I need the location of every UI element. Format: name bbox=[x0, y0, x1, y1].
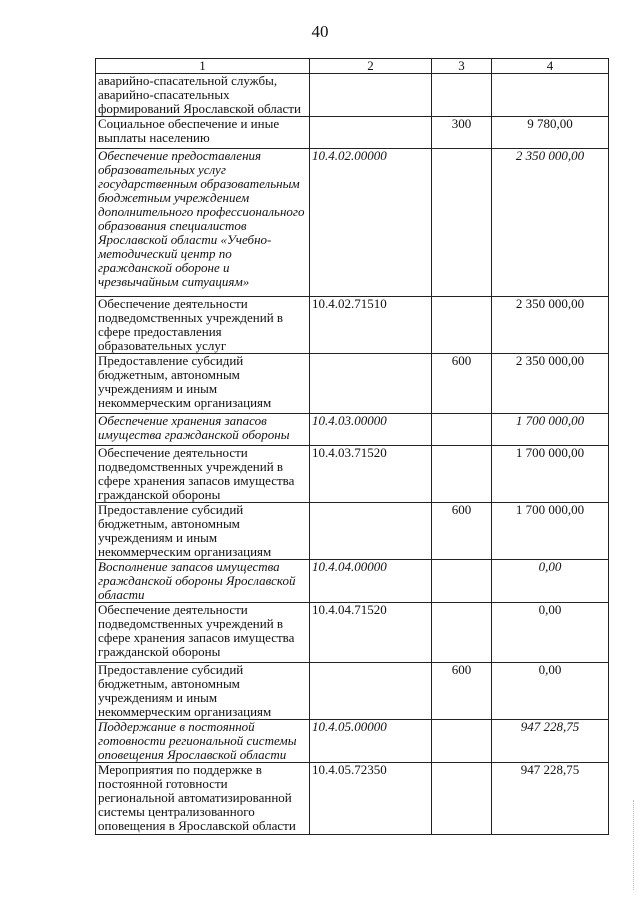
row-amount: 0,00 bbox=[492, 603, 609, 663]
row-name: Предоставление субсидий бюджетным, автономным учреждениям и иным некоммерческим организациям bbox=[96, 503, 310, 560]
row-code: 10.4.04.00000 bbox=[310, 560, 432, 603]
table-row bbox=[96, 414, 609, 446]
row-code: 10.4.05.00000 bbox=[310, 720, 432, 763]
table-row bbox=[96, 117, 609, 149]
row-name: Обеспечение предоставления образовательных услуг государственным образовательным бюджетным учреждением дополнительного профессионального образования специалистов Ярославской области «Учебно-методический центр по гражданской обороне и чрезвычайным ситуациям» bbox=[96, 149, 310, 297]
table-row bbox=[96, 663, 609, 720]
row-name: Предоставление субсидий бюджетным, автономным учреждениям и иным некоммерческим организациям bbox=[96, 354, 310, 414]
row-name: Социальное обеспечение и иные выплаты населению bbox=[96, 117, 310, 149]
table-row bbox=[96, 354, 609, 414]
column-number: 2 bbox=[310, 59, 432, 74]
table-row bbox=[96, 297, 609, 354]
column-number: 4 bbox=[492, 59, 609, 74]
row-code: 10.4.04.71520 bbox=[310, 603, 432, 663]
column-number-row bbox=[96, 59, 609, 74]
row-type: 300 bbox=[432, 117, 492, 149]
row-type bbox=[432, 74, 492, 117]
row-code bbox=[310, 663, 432, 720]
row-code bbox=[310, 354, 432, 414]
row-name: Восполнение запасов имущества гражданской обороны Ярославской области bbox=[96, 560, 310, 603]
row-amount: 947 228,75 bbox=[492, 720, 609, 763]
table-row bbox=[96, 720, 609, 763]
row-code bbox=[310, 117, 432, 149]
row-type bbox=[432, 446, 492, 503]
table-row bbox=[96, 149, 609, 297]
row-name: Обеспечение деятельности подведомственных учреждений в сфере хранения запасов имущества гражданской обороны bbox=[96, 603, 310, 663]
table-row bbox=[96, 446, 609, 503]
row-type bbox=[432, 763, 492, 835]
row-name: Обеспечение деятельности подведомственных учреждений в сфере предоставления образовательных услуг bbox=[96, 297, 310, 354]
row-name: аварийно-спасательной службы, аварийно-спасательных формирований Ярославской области bbox=[96, 74, 310, 117]
table-row bbox=[96, 603, 609, 663]
table-row bbox=[96, 503, 609, 560]
row-type bbox=[432, 560, 492, 603]
row-type bbox=[432, 149, 492, 297]
row-code: 10.4.02.00000 bbox=[310, 149, 432, 297]
row-amount: 1 700 000,00 bbox=[492, 446, 609, 503]
budget-table bbox=[95, 58, 609, 835]
row-amount: 1 700 000,00 bbox=[492, 503, 609, 560]
row-name: Обеспечение хранения запасов имущества гражданской обороны bbox=[96, 414, 310, 446]
table-row bbox=[96, 560, 609, 603]
row-type: 600 bbox=[432, 354, 492, 414]
row-code bbox=[310, 503, 432, 560]
row-amount bbox=[492, 74, 609, 117]
row-type bbox=[432, 603, 492, 663]
column-number: 1 bbox=[96, 59, 310, 74]
row-code: 10.4.02.71510 bbox=[310, 297, 432, 354]
row-name: Предоставление субсидий бюджетным, автономным учреждениям и иным некоммерческим организациям bbox=[96, 663, 310, 720]
row-type: 600 bbox=[432, 663, 492, 720]
row-amount: 947 228,75 bbox=[492, 763, 609, 835]
table-row bbox=[96, 763, 609, 835]
column-number: 3 bbox=[432, 59, 492, 74]
row-amount: 9 780,00 bbox=[492, 117, 609, 149]
row-amount: 2 350 000,00 bbox=[492, 354, 609, 414]
row-name: Поддержание в постоянной готовности региональной системы оповещения Ярославской области bbox=[96, 720, 310, 763]
row-name: Мероприятия по поддержке в постоянной готовности региональной автоматизированной системы централизованного оповещения в Ярославской области bbox=[96, 763, 310, 835]
row-amount: 0,00 bbox=[492, 663, 609, 720]
row-amount: 1 700 000,00 bbox=[492, 414, 609, 446]
scan-edge-mark bbox=[633, 800, 640, 890]
row-code: 10.4.03.00000 bbox=[310, 414, 432, 446]
row-amount: 2 350 000,00 bbox=[492, 149, 609, 297]
row-amount: 2 350 000,00 bbox=[492, 297, 609, 354]
row-type bbox=[432, 414, 492, 446]
row-type bbox=[432, 297, 492, 354]
row-name: Обеспечение деятельности подведомственных учреждений в сфере хранения запасов имущества гражданской обороны bbox=[96, 446, 310, 503]
row-code bbox=[310, 74, 432, 117]
row-amount: 0,00 bbox=[492, 560, 609, 603]
row-type: 600 bbox=[432, 503, 492, 560]
row-code: 10.4.03.71520 bbox=[310, 446, 432, 503]
table-row bbox=[96, 74, 609, 117]
page-number: 40 bbox=[311, 22, 329, 41]
row-code: 10.4.05.72350 bbox=[310, 763, 432, 835]
row-type bbox=[432, 720, 492, 763]
